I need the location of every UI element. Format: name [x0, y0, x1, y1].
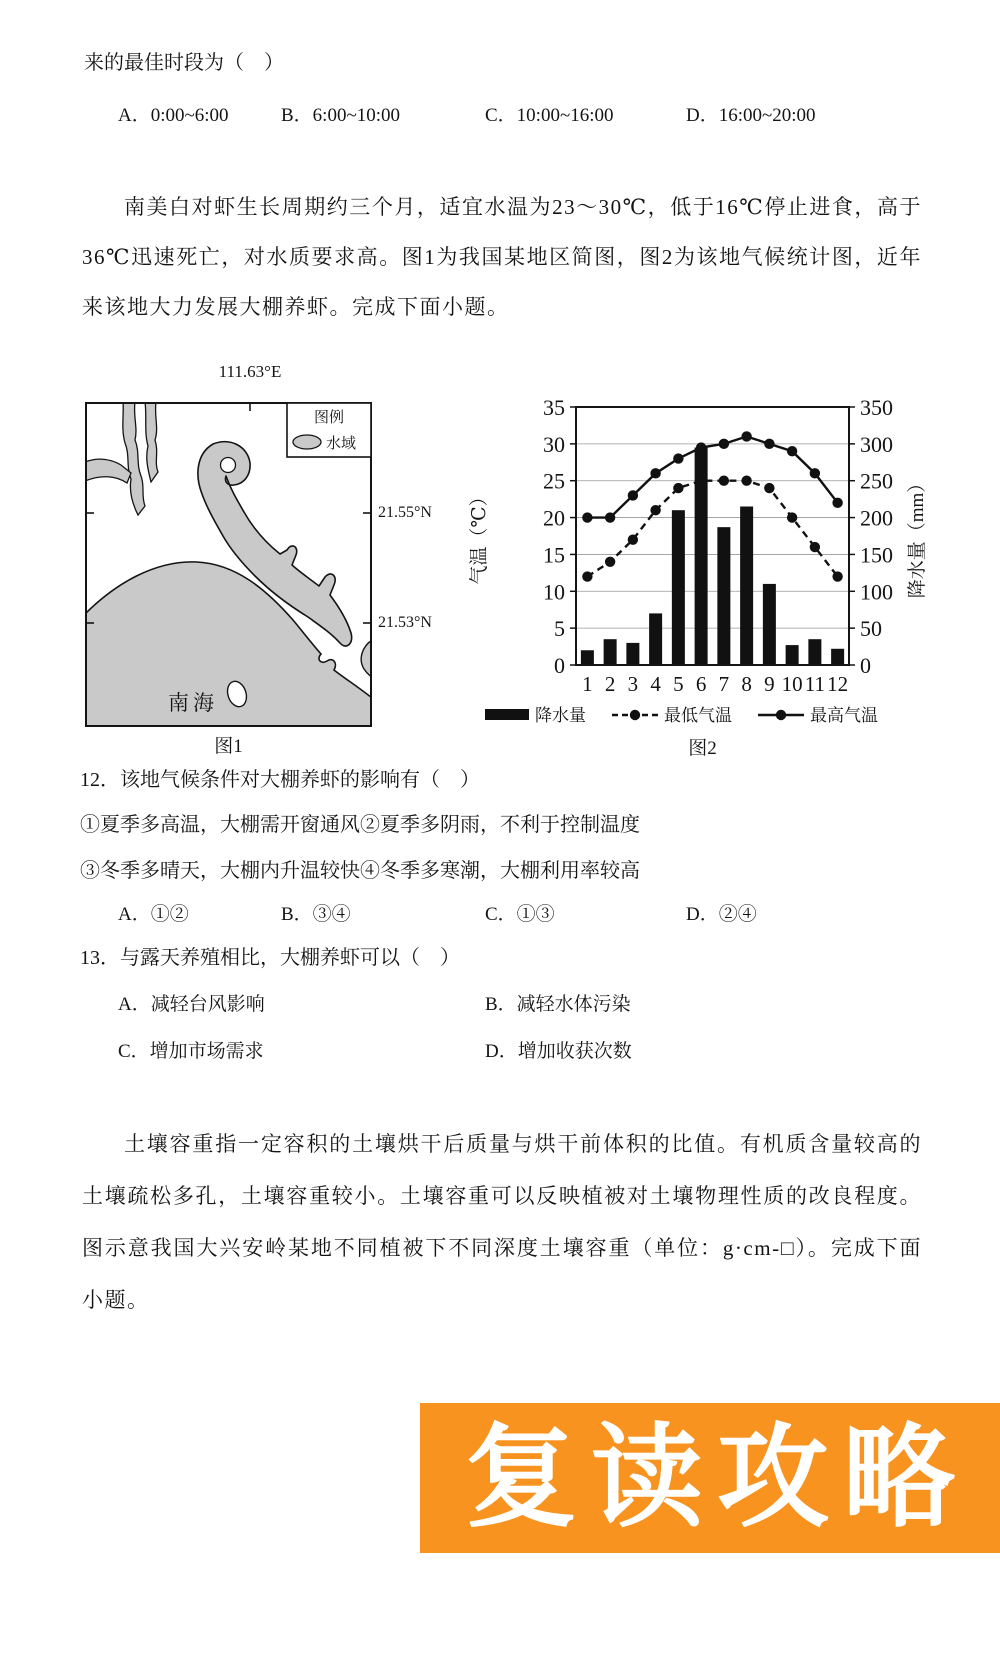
q12-option-b: B．③④	[281, 904, 351, 925]
q11-option-c: C．10:00~16:00	[485, 105, 614, 126]
q12-option-c: C．①③	[485, 904, 555, 925]
svg-text:0: 0	[860, 653, 871, 678]
svg-text:7: 7	[718, 672, 730, 696]
svg-text:300: 300	[860, 431, 893, 457]
q12-statements-3-4: ③冬季多晴天，大棚内升温较快④冬季多寒潮，大棚利用率较高	[80, 860, 640, 882]
chart-caption: 图2	[688, 738, 717, 759]
svg-text:最低气温: 最低气温	[664, 706, 732, 725]
region-map	[85, 402, 372, 727]
q12-option-d: D．②④	[686, 904, 757, 925]
map-legend-title: 图例	[313, 410, 345, 426]
q12-stem: 12．该地气候条件对大棚养虾的影响有（ ）	[80, 769, 480, 791]
svg-text:10: 10	[781, 672, 803, 696]
river-branch-east	[145, 402, 158, 482]
soil-intro-paragraph: 土壤容重指一定容积的土壤烘干后质量与烘干前体积的比值。有机质含量较高的土壤疏松多孔，土壤容重较小。土壤容重可以反映植被对土壤物理性质的改良程度。图示意我国大兴安岭某地不同植被下不同深度土壤容重（单位：g·cm-□）。完成下面小题。	[82, 1132, 922, 1312]
svg-text:25: 25	[543, 468, 565, 494]
svg-text:8: 8	[741, 672, 752, 696]
legend-water-swatch	[293, 435, 321, 449]
q13-option-d: D．增加收获次数	[485, 1041, 632, 1062]
svg-text:5: 5	[554, 616, 565, 642]
x-axis-month-labels	[582, 672, 848, 696]
svg-text:气温（℃）: 气温（℃）	[469, 487, 490, 585]
svg-text:100: 100	[860, 579, 893, 605]
temperature-line-0	[582, 476, 843, 582]
svg-text:最高气温: 最高气温	[810, 706, 878, 725]
svg-text:30: 30	[543, 431, 565, 457]
svg-text:10: 10	[543, 579, 565, 605]
q13-option-a: A．减轻台风影响	[118, 994, 265, 1015]
svg-text:6: 6	[695, 672, 707, 696]
chart-gridlines	[576, 444, 849, 628]
precipitation-bars	[581, 448, 844, 665]
q13-option-b: B．减轻水体污染	[485, 994, 631, 1015]
lagoon-inner-land	[221, 458, 236, 473]
right-axis	[849, 395, 893, 678]
svg-text:50: 50	[860, 616, 882, 642]
left-axis	[543, 395, 576, 678]
svg-text:20: 20	[543, 505, 565, 531]
svg-text:12: 12	[827, 672, 849, 696]
svg-text:1: 1	[582, 672, 593, 696]
svg-text:2: 2	[604, 672, 616, 696]
q13-stem: 13．与露天养殖相比，大棚养虾可以（ ）	[80, 947, 460, 969]
temperature-line-1	[582, 431, 843, 522]
shrimp-intro-paragraph: 南美白对虾生长周期约三个月，适宜水温为23～30℃，低于16℃停止进食，高于36℃迅速死亡，对水质要求高。图1为我国某地区简图，图2为该地气候统计图，近年来该地大力发展大棚养虾。完成下面小题。	[82, 195, 922, 319]
watermark-banner	[420, 1403, 1000, 1553]
svg-text:3: 3	[627, 672, 639, 696]
svg-text:0: 0	[554, 653, 565, 678]
svg-text:降水量（mm）: 降水量（mm）	[907, 473, 928, 599]
svg-text:5: 5	[673, 672, 684, 696]
river-branch-west	[85, 459, 131, 483]
svg-text:35: 35	[543, 395, 565, 420]
q11-option-b: B．6:00~10:00	[281, 105, 401, 126]
svg-text:降水量: 降水量	[535, 706, 586, 725]
svg-text:15: 15	[543, 542, 565, 568]
sea-name-label: 南海	[168, 691, 218, 715]
svg-text:9: 9	[764, 672, 775, 696]
q12-statements-1-2: ①夏季多高温，大棚需开窗通风②夏季多阴雨，不利于控制温度	[80, 814, 640, 836]
map-latitude-label-bottom: 21.53°N	[378, 614, 432, 631]
svg-text:11: 11	[804, 672, 825, 696]
q11-option-d: D．16:00~20:00	[686, 105, 816, 126]
svg-text:200: 200	[860, 505, 893, 531]
map-latitude-label-top: 21.55°N	[378, 504, 432, 521]
q13-option-c: C．增加市场需求	[118, 1041, 264, 1062]
chart-legend	[485, 706, 878, 725]
svg-text:150: 150	[860, 542, 893, 568]
svg-text:4: 4	[650, 672, 661, 696]
map-caption: 图1	[214, 736, 243, 757]
map-longitude-label: 111.63°E	[218, 362, 282, 381]
map-legend-item-label: 水域	[326, 436, 357, 452]
question-stem-continuation: 来的最佳时段为（ ）	[84, 52, 284, 74]
q12-option-a: A．①②	[118, 904, 189, 925]
river-branch-main	[123, 402, 145, 515]
svg-text:250: 250	[860, 468, 893, 494]
q11-option-a: A．0:00~6:00	[118, 105, 229, 126]
svg-text:350: 350	[860, 395, 893, 420]
watermark-text: 复读攻略	[465, 1415, 969, 1540]
climate-chart	[455, 352, 950, 737]
